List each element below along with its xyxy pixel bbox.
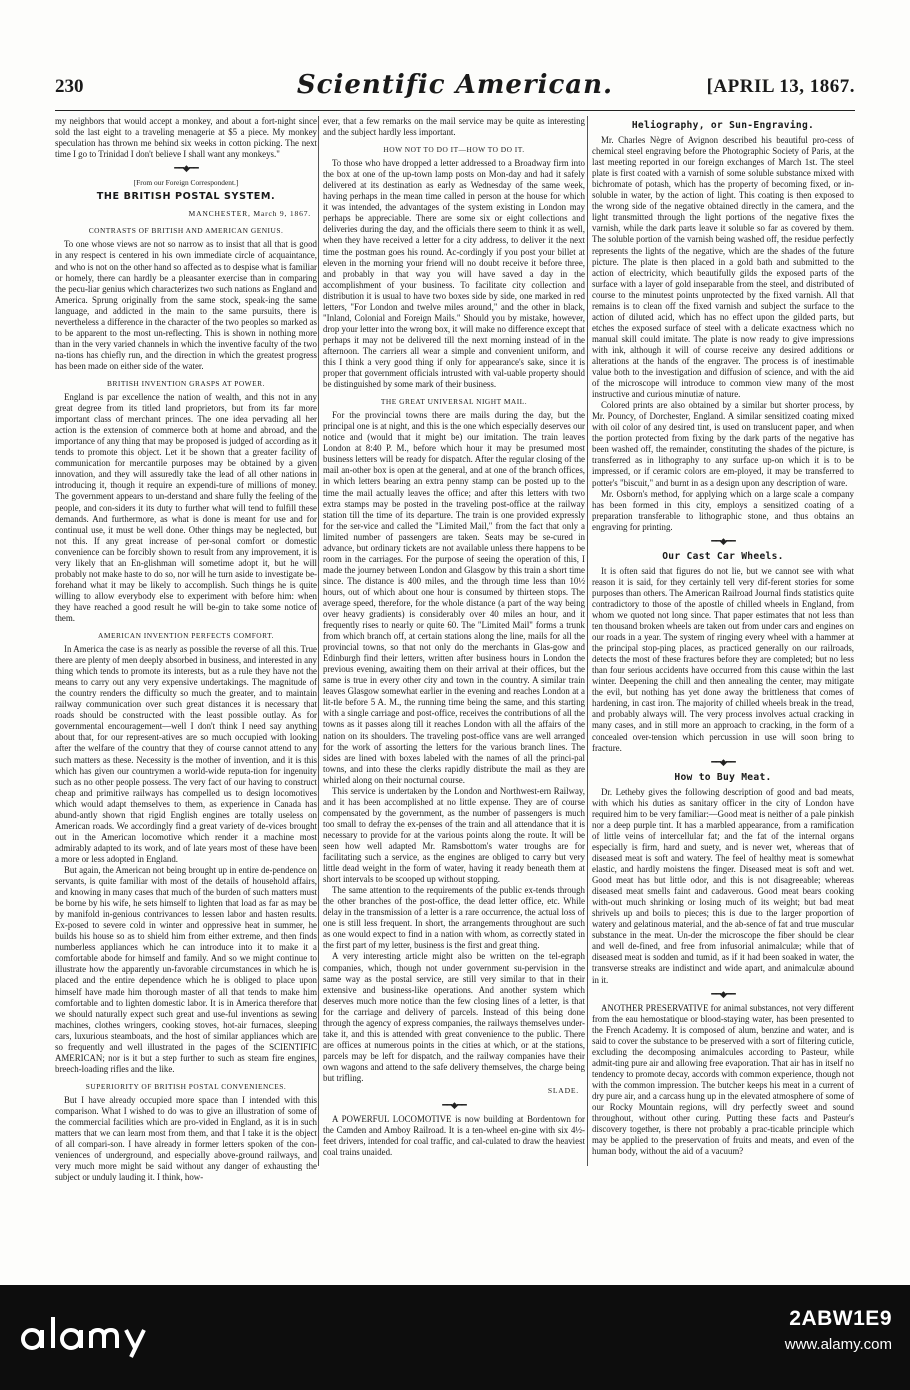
ornament-divider: ━━◆━━ [711, 988, 735, 999]
subheading: THE GREAT UNIVERSAL NIGHT MAIL. [380, 397, 528, 407]
ornament-divider: ━━◆━━ [174, 163, 198, 174]
alamy-logo-icon [18, 1311, 168, 1359]
dateline: MANCHESTER, March 9, 1867. [188, 209, 311, 219]
paragraph: England is par excellence the nation of wealth, and this not in any great degree from its titled land proprietors, but from its far more important class of merchant princes. The one idea pervading all her action is the extension of commerce both at home and abroad, and the importance of any thing that may be proposed is judged of according as it tends to promote this object. Let it be shown that a greater facility of communication for mercantile purposes may be obtained by a given innovation, and they will assuredly take the lead of all other nations in introducing it, though it require an expendi-ture of millions of money. The government appears to un-derstand and share fully the feeling of the people, and con-siders it its duty to further what will tend to fulfill these demands. And furthermore, as what is done is meant for use and for continual use, it must be well done. Other things may be neglected, but not this. If any great increase of per-sonal comfort or domestic convenience can be forcibly shown to result from any improvement, it is very likely that an En-glishman will sometime adopt it, but he will probably not make haste to do so, nor will he turn aside to investigate be-forehand what it may be likely to accomplish. Such things he is quite willing to allow everybody else to experiment with before him: when they have reached a good result he will be-gin to take some notice of them. [55, 392, 317, 623]
paragraph: Dr. Letheby gives the following description of good and bad meats, with which his duties as sanitary officer in the city of London have required him to be very familiar:—Good meat is neither of a pale pinkish nor a deep purple tint. It has a marbled appearance, from a ramification of little veins of intercellular fat; and the fat of the internal organs especially is firm, hard and suety, and is never wet, whereas that of diseased meat is soft and watery. The feel of healthy meat is somewhat elastic, and hardly moistens the finger. Diseased meat is soft and wet. Good meat has but little odor, and this is not disagreeable; whereas diseased meat smells faint and cadaverous. Good meat bears cooking with-out much shrinking or losing much of its weight; but bad meat shrivels up and boils to pieces; this is due to the larger proportion of watery and gelatinous material, and the ab-sence of fat and true muscular substance in the meat. Un-der the microscope the fiber should be clear and well de-fined, and free from infusorial animalculæ; while that of diseased meat is sodden and tumid, as if it had been soaked in water, the transverse streaks are indistinct and wide apart, and animalculæ abound in it. [592, 786, 854, 985]
signature: SLADE. [547, 1086, 579, 1096]
paragraph: But I have already occupied more space than I intended with this comparison. What I wished to do was to give an illustration of some of the commercial facilities which are pro-vided in England, as it is in such matters that we can learn most from them, and that I take it is the object of all compari-son. I have already in former letters spoken of the con-veniences of underground, and especially above-ground railways, and very much more might be said without any danger of exhausting the subject or unduly lauding it. I think, how- [55, 1094, 317, 1183]
paragraph: ever, that a few remarks on the mail service may be quite as interesting and the subject hardly less important. [323, 116, 585, 138]
masthead: Scientific American. [296, 70, 614, 100]
header-rule [55, 110, 855, 111]
issue-date: [APRIL 13, 1867. [706, 76, 855, 97]
article-title: How to Buy Meat. [674, 771, 772, 783]
paragraph: To one whose views are not so narrow as to insist that all that is good in any respect is centered in his own immediate circle of acquaintance, and who is not on the other hand so affected as to despise what is familiar or homely, there can hardly be a pleasanter exercise than in comparing the pecu-liar genius which characterizes two such nations as England and America. Sprung originally from the same stock, speak-ing the same language, and addicted in the main to the same pursuits, there is nevertheless a difference in the character of the two peoples so marked as to be apparent to the most un-reflecting. This is shown in nothing more than in the very varied channels in which the inventive faculty of the two na-tions has chiefly run, and the direction in which the greatest progress has been made on either side of the water. [55, 239, 317, 371]
paragraph: But again, the American not being brought up in entire de-pendence on servants, is quite familiar with most of the details of household affairs, and knowing in many cases that much of the burden of such matters must be borne by his wife, he sets himself to lighten that load as far as may be by manifold in-genious contrivances to lessen labor and hasten results. Ex-posed to severe cold in winter and oppressive heat in summer, he builds his house so as to shield him from either extreme, and then finds numberless appliances which he can introduce into it to make it a comfortable abode for himself and family. And so we might continue to illustrate how the apparently un-favorable circumstances in which he is placed and the entire dependence which he is obliged to place upon himself have made him thorough master of all that tends to make him comfortable and to lighten domestic labor. It is in America therefore that we should naturally expect such great and use-ful inventions as sewing machines, clothes wringers, cooking stoves, hot-air furnaces, sleeping cars, luxurious steamboats, and the host of similar appliances which are so frequently and well illustrated in the pages of the SCIENTIFIC AMERICAN; nor is it but a step further to such as steam fire engines, breech-loading rifles and the like. [55, 865, 317, 1074]
column-separator [318, 116, 319, 1166]
article-title: Heliography, or Sun-Engraving. [631, 120, 815, 131]
page-number: 230 [55, 76, 84, 97]
subheading: SUPERIORITY OF BRITISH POSTAL CONVENIENCES. [85, 1081, 287, 1091]
paragraph: The same attention to the requirements of the public ex-tends through the other branches of the post-office, the dead letter office, etc. While delay in the transmission of a letter is a rare occurrence, the actual loss of one is still less frequent. In short, the arrangements throughout are such as one would expect to find in a nation with whom, as correctly stated in the first part of my letter, business is the first and great thing. [323, 885, 585, 951]
paragraph: A POWERFUL LOCOMOTIVE is now building at Bordentown for the Camden and Amboy Railroad. It is a ten-wheel en-gine with six 4½-feet drivers, intended for coal traffic, and cal-culated to draw the heaviest coal trains unaided. [323, 1114, 585, 1158]
page-header [55, 70, 855, 110]
ornament-divider: ━━◆━━ [711, 535, 735, 546]
paragraph: For the provincial towns there are mails during the day, but the principal one is at night, and this is the one which especially deserves our notice and (would that it might be) our imitation. The train leaves London at 8:40 P. M., before which hour it may be presumed most business letters will be ready for dispatch. After the regular closing of the mail an-other box is open at the general, and at one of the branch offices, in which letters bearing an extra penny stamp can be posted up to the time the mail actually leaves the office; and after this letters with two extra stamps may be posted in the traveling post-office at the railway station till the time of its departure. The train is one provided expressly for the ser-vice and called the "Limited Mail," from the fact that only a limited number of passengers are taken. Seats may be se-cured in advance, but ordinary tickets are not available unless there happens to be room in the carriages. For the purpose of seeing the operation of this, I made the journey between London and Glasgow by this train a short time since. The distance is 400 miles, and the through time less than 10½ hours, out of which about one hour is consumed by thirteen stops. The average speed, therefore, for the whole distance (a part of the way being over heavy gradients) is considerably over 40 miles an hour, and it frequently rises to nearly or quite 60. The "Limited Mail" forms a trunk from which branch off, at certain stations along the line, mails for all the provincial towns, so that not only do the merchants in Glas-gow and Edinburgh find their letters, written after business hours in London the previous evening, awaiting them on their arrival at their offices, but the same is true in every other city and town in the country. A similar train leaves Glasgow somewhat earlier in the evening and reaches London at a lit-tle before 5 A. M., the running time being the same, and this starting with a single carriage and post-office, receives the contributions of all the towns as it passes along till it reaches London with all the affairs of the nation on its shoulders. The traveling post-office vans are well arranged for the work of assorting the letters for the various branch lines. The sides are lined with boxes labeled with the names of all the princi-pal towns, and into these the clerks rapidly distribute the mail as they are whirled along on their nocturnal course. [323, 410, 585, 785]
subheading: CONTRASTS OF BRITISH AND AMERICAN GENIUS. [88, 226, 284, 236]
paragraph: ANOTHER PRESERVATIVE for animal substances, not very different from the eau hemostatique or blood-staying water, has been presented to the French Academy. It is composed of alum, benzine and water, and is said to cover the substance to be preserved with a sort of filtering cuticle, excluding the decomposing animalcules according to Pasteur, while admit-ting pure air and allowing free evaporation. That air has in itself no tendency to promote decay, accords with common experience, though not with the common impression. The butcher keeps his meat in a current of dry pure air, and a carcass hung up in the elevated atmosphere of some of our Rocky Mountain regions, will dry perfectly sweet and sound throughout, without other curing. Putting these facts and Pasteur's discovery together, is there not probably a prac-ticable principle which may be applied to the preservation of fruits and meats, and even of the human body, without the aid of a vacuum? [592, 1002, 854, 1157]
image-id-block [592, 1307, 892, 1367]
column-1 [55, 116, 317, 1183]
image-code: 2ABW1E9 [789, 1307, 892, 1330]
subheading: BRITISH INVENTION GRASPS AT POWER. [107, 378, 265, 388]
paragraph: It is often said that figures do not lie, but we cannot see with what reason it is said, for they certainly tell very dif-ferent stories for some purposes than others. The American Railroad Journal finds statistics quite contradictory to those of the apostle of chilled wheels in England, from whom we quoted not long since. That paper estimates that not less than ten thousand broken wheels are taken out from under cars and engines on our roads in a year. The system of ringing every wheel with a hammer at the principal stop-ping places, as practiced generally on our railroads, detects the most of these fractures before they are completed; but no less than four serious accidents have occurred from this cause within the last winter. Deepening the chill and then annealing the center, may mitigate the evil, but nothing has yet done away the brittleness that comes of hardening, in cast iron. The majority of chilled wheels break in the tread, and probably always will. The very process involves actual cracking in many cases, and in still more an approach to cracking, in the form of a concealed over-tension which percussion in use will soon bring to fracture. [592, 565, 854, 753]
column-separator [587, 116, 588, 1166]
paragraph: my neighbors that would accept a monkey, and about a fort-night since sold the last eight to a traveling menagerie at $5 a piece. My monkey speculation has thrown me behind six weeks in cotton picking. The next time I go to Trinidad I don't believe I shall want any monkeys." [55, 116, 317, 160]
site-url: www.alamy.com [784, 1336, 892, 1353]
column-3 [592, 116, 854, 1166]
paragraph: Colored prints are also obtained by a similar but shorter process, by Mr. Pouncy, of Dorchester, England. A similar sensitized coating mixed with oil color of any desired tint, is used on translucent paper, and when the portion protected from fixing by the dark parts of the negative has been washed off, the remainder, constituting the shades of the picture, is transferred as in lithography to any surface up-on which it is to be impressed, or if ceramic colors are em-ployed, it may be transferred to potter's "biscuit," and burnt in as a design upon any description of ware. [592, 400, 854, 488]
ornament-divider: ━━◆━━ [442, 1100, 466, 1111]
subheading: HOW NOT TO DO IT—HOW TO DO IT. [383, 145, 525, 155]
paragraph: This service is undertaken by the London and Northwest-ern Railway, and it has been accomplished at no little expense. They are of course compensated by the government, as the number of passengers is much too small to defray the ex-penses of the train and all attendance that it is necessary to provide for at the various points along the route. It will be seen how well adapted Mr. Ramsbottom's water troughs are for facilitating such a service, as the engines are obliged to carry but very little dead weight in the form of water, having it ready beneath them at short intervals to be scooped up without stopping. [323, 785, 585, 885]
article-title: THE BRITISH POSTAL SYSTEM. [96, 191, 276, 203]
subheading: AMERICAN INVENTION PERFECTS COMFORT. [98, 631, 274, 641]
column-2 [323, 116, 585, 1166]
paragraph: In America the case is as nearly as possible the reverse of all this. True there are plenty of men deeply absorbed in business, and interested in any thing which tends to promote its interests, but as a rule they have not the means to carry out any very expensive undertakings. The magnitude of the country renders the difficulty so much the greater, and to maintain railway communication over such great distances it is necessary that roads should be constructed with the least possible outlay. As for governmental encouragement—well I don't think I need say anything about that, for our represent-atives are so much occupied with looking after the welfare of the country that they of course cannot attend to any such matters as these. Necessity is the mother of invention, and it is this which has given our countrymen a world-wide reputa-tion for ingenuity such as no other people possess. The very fact of our having to construct cheap and primitive railways has compelled us to design locomotives which would adapt themselves to them, as experience in Canada has abund-antly shown that rigid English engines are totally useless on American roads. We accordingly find a great variety of de-vices brought out in the American locomotive which render it a machine most admirably adapted to its work, and of late years most of these have been a more or less adopted in England. [55, 644, 317, 864]
stock-footer [0, 1285, 910, 1390]
paragraph: Mr. Charles Nègre of Avignon described his beautiful pro-cess of chemical steel engraving before the Photographic Society of Paris, at the last meeting reported in our foreign exchanges of March 1st. The steel plate is first coated with a varnish of some soluble substance mixed with bichromate of potash, which has the property of becoming fixed, or in-soluble in water, by the action of light. This coating is then exposed to the wrong side of the negative obtained directly in the camera, and the light transmitted through the light portions of the negative fixes the varnish, while the dark parts leave it soluble so far as covered by them. The soluble portion of the varnish being washed off, the residue perfectly represents the lights of the negative, which are the shades of the future picture. The plate is then placed in a gold bath and submitted to the action of electricity, which beautifully gilds the exposed parts of the surface with a layer of gold inseparable from the steel, and distributed of course to the minutest points unprotected by the fixed varnish. All that remains is to clean off the fixed varnish and subject the surface to the action of diluted acid, which has no effect upon the gilded parts, but etches the exposed surface of steel with a delicate exactness which no manual skill could imitate. The plate is now ready to give impressions with ink, although it will of course receive any desired additions or alterations at the hands of the engraver. The process is of inestimable value both to the investigation and diffusion of science, and with the aid of the microscope will introduce to common view many of the most instructive and curious minutiæ of nature. [592, 135, 854, 400]
paragraph: Mr. Osborn's method, for applying which on a large scale a company has been formed in this city, employs a sensitized coating of a preparation transferable to lithographic stone, and thus obtains an engraving for printing. [592, 488, 854, 532]
article-title: Our Cast Car Wheels. [662, 550, 784, 562]
ornament-divider: ━━◆━━ [711, 756, 735, 767]
paragraph: A very interesting article might also be written on the tel-egraph companies, which, though not under government su-pervision in the same way as the postal service, are still very similar to that in their extensive and business-like operations. And another system which deserves much more notice than the few closing lines of a letter, is that for the carriage and delivery of parcels. Instead of this being done through the agency of express companies, the railways themselves under-take it, and this is attended with great convenience to the public. There are offices at numerous points in the cities at which, or at the stations, parcels may be left for dispatch, and the railway companies have their own wagons and attend to the safe delivery themselves, the charge being but trifling. [323, 951, 585, 1083]
paragraph: To those who have dropped a letter addressed to a Broadway firm into the box at one of the up-town lamp posts on Mon-day and had it safely delivered at its destination as early as Wednesday of the same week, having perhaps in the mean time called in person at the house for which it was intended, the advantages of the system existing in London may perhaps be appreciable. There are some six or eight collections and deliveries during the day, and the officials there seem to think it as well, when they have received a letter for a city address, to deliver it the next time the postman goes his round. Ac-cordingly if you post your billet at eleven in the morning your friend will no doubt receive it before three, and probably in that way you will have saved a day in the accomplishment of your business. To facilitate city collection and distribution it is usual to have two boxes side by side, one marked in red letters, "For London and twelve miles around," and the other in black, "Inland, Colonial and Foreign Mails." Should you by mistake, however, drop your letter into the wrong box, it will make no difference except that perhaps it may not be delivered till the next morning instead of in the afternoon. The carriers all wear a simple and convenient uniform, and this I think a very good thing if only for appearance's sake, since it is proper that government officials intrusted with val-uable property should be distinguished by some mark of their business. [323, 158, 585, 390]
correspondent-note: [From our Foreign Correspondent.] [133, 178, 239, 188]
